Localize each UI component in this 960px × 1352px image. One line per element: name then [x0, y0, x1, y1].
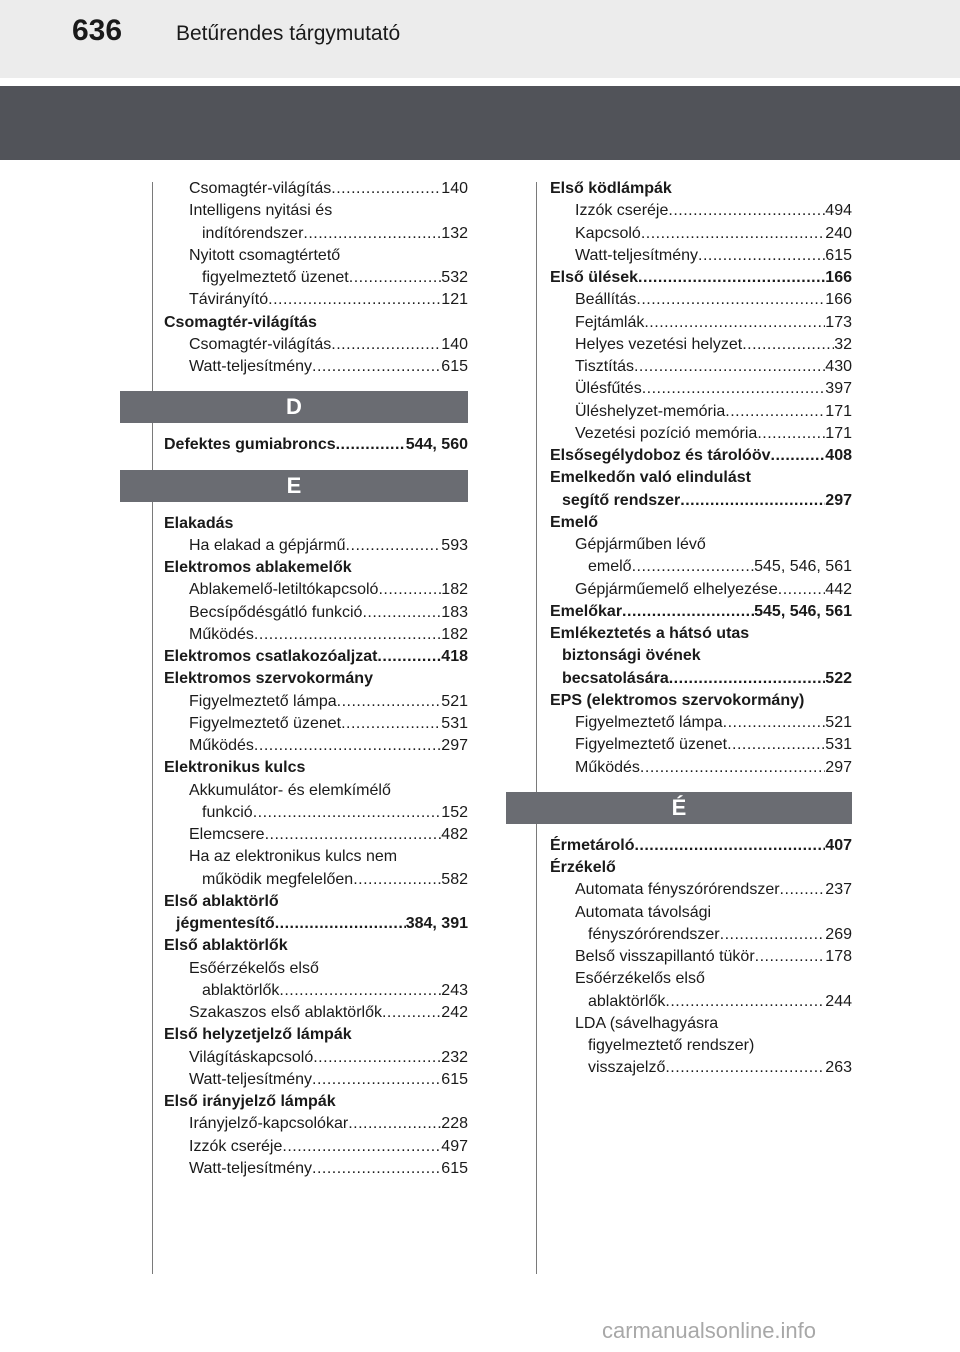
index-entry-leader — [634, 356, 825, 378]
index-entry-leader — [778, 579, 826, 601]
index-entry-label: Helyes vezetési helyzet — [575, 335, 743, 353]
index-entry-page: 407 — [825, 836, 852, 854]
index-entry-page: 482 — [441, 826, 468, 843]
index-entry — [550, 902, 852, 924]
index-entry-leader — [632, 556, 755, 578]
index-entry — [550, 289, 852, 311]
index-entry-page: 152 — [441, 803, 468, 821]
index-entry-page: 171 — [825, 402, 852, 420]
page-title: Betűrendes tárgymutató — [176, 22, 401, 45]
index-entry-label: Érzékelő — [550, 859, 616, 876]
index-entry — [550, 312, 852, 334]
index-entry-label: Működés — [575, 758, 640, 776]
index-entry — [164, 1069, 468, 1091]
index-entry-label: EPS (elektromos szervokormány) — [550, 691, 805, 709]
column-divider-left — [152, 182, 153, 1274]
index-entry — [164, 757, 468, 779]
index-entry — [164, 1047, 468, 1069]
index-entry-label: Elektromos szervokormány — [164, 670, 373, 688]
index-entry-page: 615 — [441, 1159, 468, 1177]
index-entry-label: Elektromos ablakemelők — [164, 559, 352, 576]
index-entry-page: 232 — [441, 1048, 468, 1066]
index-entry — [164, 513, 468, 535]
index-entry-page: 297 — [441, 737, 468, 754]
index-entry — [550, 601, 852, 623]
index-entry — [164, 334, 468, 356]
index-entry-leader — [362, 602, 441, 624]
index-entry-leader — [755, 946, 826, 968]
index-entry — [550, 178, 852, 200]
index-entry-leader — [348, 1113, 441, 1135]
index-entry-page: 171 — [825, 424, 852, 442]
index-entry-label: Becsípődésgátló funkció — [189, 603, 363, 621]
index-entry-page: 522 — [825, 669, 852, 687]
index-column-left — [164, 178, 468, 1180]
index-entry-page: 408 — [825, 447, 852, 464]
index-entry-page: 494 — [825, 202, 852, 220]
index-entry-label: Irányjelző-kapcsolókar — [189, 1115, 349, 1133]
index-entry-page: 178 — [825, 948, 852, 965]
index-entry-label: indítórendszer — [202, 224, 304, 242]
index-entry — [164, 824, 468, 846]
index-entry-label: Csomagtér-világítás — [189, 180, 332, 197]
index-entry — [164, 267, 468, 289]
index-entry-leader — [642, 378, 826, 400]
index-entry-page: 166 — [825, 291, 852, 309]
index-entry-label: Ha elakad a gépjármű — [189, 536, 346, 554]
index-entry — [164, 646, 468, 668]
index-entry — [164, 535, 468, 557]
index-entry-page: 384, 391 — [405, 915, 468, 932]
index-entry — [550, 690, 852, 712]
index-entry — [164, 913, 468, 935]
index-entry-label: Működés — [189, 737, 254, 754]
index-entry-label: jégmentesítő — [176, 915, 275, 932]
index-entry-page: 545, 546, 561 — [754, 602, 852, 620]
page-header — [0, 0, 960, 78]
index-entry-label: Izzók cseréje — [189, 1137, 283, 1155]
index-entry-label: Csomagtér-világítás — [189, 335, 332, 353]
index-entry-label: Elemcsere — [189, 826, 265, 843]
index-entry-label: Távirányító — [189, 291, 269, 309]
section-header-d: D — [120, 391, 468, 423]
index-entry-label: Gépjárműemelő elhelyezése — [575, 580, 778, 598]
index-entry-label: Belső visszapillantó tükör — [575, 948, 755, 965]
index-entry — [164, 1136, 468, 1158]
index-entry — [164, 668, 468, 690]
index-entry-leader — [331, 178, 441, 200]
index-entry-page: 297 — [825, 758, 852, 776]
index-entry-leader — [720, 924, 826, 946]
index-entry-page: 615 — [825, 246, 852, 264]
index-entry-leader — [680, 490, 825, 512]
index-entry-leader — [268, 289, 441, 311]
index-entry-label: Esőérzékelős első — [575, 970, 705, 988]
index-entry — [164, 1002, 468, 1024]
index-entry — [550, 356, 852, 378]
index-entry-label: Vezetési pozíció memória — [575, 424, 758, 442]
index-entry — [164, 691, 468, 713]
index-entry — [164, 846, 468, 868]
index-entry-label: LDA (sávelhagyásra — [575, 1014, 719, 1032]
index-entry — [164, 356, 468, 378]
index-entry-leader — [644, 312, 825, 334]
index-entry — [550, 512, 852, 534]
index-entry-leader — [336, 434, 406, 456]
index-entry-leader — [279, 980, 441, 1002]
index-entry-label: Elektronikus kulcs — [164, 759, 306, 777]
index-entry-label: Ha az elektronikus kulcs nem — [189, 848, 398, 866]
index-entry — [550, 334, 852, 356]
index-entry-leader — [253, 802, 442, 824]
index-entry-label: fényszórórendszer — [588, 925, 720, 943]
index-entry-leader — [378, 579, 441, 601]
index-entry-page: 121 — [441, 291, 468, 309]
index-entry-label: Első ülések — [550, 269, 639, 286]
index-entry-page: 615 — [441, 358, 468, 375]
index-entry-page: 173 — [825, 313, 852, 331]
index-entry-page: 442 — [825, 580, 852, 598]
index-entry-leader — [312, 1069, 441, 1091]
index-entry-label: Első ablaktörlők — [164, 937, 288, 955]
index-group-e-continued — [550, 178, 852, 779]
index-entry — [550, 835, 852, 857]
watermark: carmanualsonline.info — [602, 1318, 817, 1343]
index-entry-leader — [275, 913, 406, 935]
index-entry-label: Gépjárműben lévő — [575, 536, 706, 553]
index-entry — [164, 434, 468, 456]
index-entry-leader — [727, 734, 825, 756]
index-entry — [550, 556, 852, 578]
index-entry-page: 166 — [825, 269, 852, 286]
index-entry-leader — [634, 835, 825, 857]
index-entry — [164, 579, 468, 601]
index-entry — [164, 624, 468, 646]
index-entry — [550, 668, 852, 690]
index-entry-label: Emelkedőn való elindulást — [550, 469, 751, 487]
index-entry — [550, 267, 852, 289]
index-entry-label: Watt-teljesítmény — [189, 1070, 312, 1088]
index-entry — [550, 534, 852, 556]
index-entry-label: Első ködlámpák — [550, 180, 672, 197]
index-entry-label: Figyelmeztető üzenet — [189, 714, 342, 732]
index-entry-page: 418 — [441, 648, 468, 665]
index-entry-label: Emelőkar — [550, 602, 623, 620]
index-entry-page: 183 — [441, 603, 468, 621]
index-entry-leader — [780, 879, 826, 901]
index-entry — [164, 200, 468, 222]
index-entry-label: Ablakemelő-letiltókapcsoló — [189, 581, 379, 599]
index-entry-leader — [312, 356, 441, 378]
index-entry-label: figyelmeztető rendszer) — [588, 1037, 755, 1054]
index-entry — [550, 378, 852, 400]
index-entry-label: Működés — [189, 625, 254, 643]
index-entry — [550, 623, 852, 645]
index-entry-label: Üléshelyzet-memória — [575, 402, 726, 420]
index-group-csomagter — [164, 178, 468, 378]
index-entry-page: 32 — [834, 335, 852, 353]
index-entry — [550, 423, 852, 445]
index-entry-page: 244 — [825, 992, 852, 1010]
index-entry-page: 497 — [441, 1137, 468, 1155]
index-entry-leader — [353, 869, 441, 891]
section-header-e: E — [120, 470, 468, 502]
index-entry-page: 544, 560 — [405, 436, 468, 454]
index-entry-leader — [636, 289, 825, 311]
index-entry-leader — [377, 646, 441, 668]
index-entry — [164, 312, 468, 334]
index-entry — [164, 980, 468, 1002]
index-entry-page: 545, 546, 561 — [754, 558, 852, 576]
index-entry-label: ablaktörlők — [202, 981, 280, 999]
index-entry — [164, 891, 468, 913]
index-entry — [164, 1158, 468, 1180]
index-entry-page: 531 — [441, 714, 468, 732]
index-entry-leader — [337, 691, 442, 713]
index-entry-label: Tisztítás — [575, 358, 634, 375]
index-entry-label: Defektes gumiabroncs — [164, 436, 336, 454]
index-entry-label: Automata távolsági — [575, 903, 712, 921]
index-entry — [164, 958, 468, 980]
index-entry — [550, 968, 852, 990]
index-entry-leader — [254, 735, 441, 757]
index-entry — [164, 1024, 468, 1046]
index-entry-page: 269 — [825, 925, 852, 943]
index-entry — [164, 178, 468, 200]
index-entry-label: Első irányjelző lámpák — [164, 1093, 336, 1110]
index-entry-leader — [254, 624, 441, 646]
index-entry-page: 615 — [441, 1070, 468, 1088]
index-entry-page: 240 — [825, 224, 852, 242]
index-column-right — [550, 178, 852, 1080]
index-entry — [550, 490, 852, 512]
index-entry-label: figyelmeztető üzenet — [202, 269, 349, 286]
index-entry-page: 593 — [441, 536, 468, 554]
index-entry-leader — [312, 1158, 441, 1180]
index-entry — [550, 757, 852, 779]
index-entry-label: Világításkapcsoló — [189, 1048, 314, 1066]
index-entry — [550, 879, 852, 901]
index-entry-page: 242 — [441, 1004, 468, 1021]
index-entry — [164, 223, 468, 245]
index-group-e-acute — [550, 835, 852, 1080]
index-entry-label: működik megfelelően — [202, 870, 354, 888]
index-entry-page: 521 — [825, 714, 852, 731]
index-entry — [164, 245, 468, 267]
index-entry — [164, 1091, 468, 1113]
index-entry — [550, 245, 852, 267]
index-entry-page: 182 — [441, 625, 468, 643]
index-entry — [164, 713, 468, 735]
index-group-e — [164, 513, 468, 1181]
index-entry-page: 430 — [825, 358, 852, 375]
index-entry-leader — [638, 267, 825, 289]
index-entry-page: 237 — [825, 881, 852, 899]
index-entry-label: ablaktörlők — [588, 992, 666, 1010]
index-entry-page: 263 — [825, 1059, 852, 1077]
index-entry-label: Watt-teljesítmény — [189, 358, 312, 375]
index-entry-label: Izzók cseréje — [575, 202, 669, 220]
index-entry-leader — [265, 824, 442, 846]
index-entry — [550, 946, 852, 968]
index-entry — [550, 401, 852, 423]
index-entry-label: Emlékeztetés a hátsó utas — [550, 625, 750, 642]
index-entry-page: 397 — [825, 380, 852, 398]
index-entry-leader — [331, 334, 441, 356]
index-entry-label: Automata fényszórórendszer — [575, 881, 780, 899]
index-entry — [550, 1035, 852, 1057]
index-entry-label: Beállítás — [575, 291, 637, 309]
index-entry — [550, 445, 852, 467]
index-entry-label: Elakadás — [164, 514, 234, 532]
index-entry-page: 297 — [825, 491, 852, 509]
index-entry-label: Kapcsoló — [575, 224, 641, 242]
index-entry — [164, 289, 468, 311]
index-entry-label: Emelő — [550, 513, 599, 531]
index-entry — [164, 1113, 468, 1135]
index-entry-leader — [668, 200, 825, 222]
index-entry-label: Esőérzékelős első — [189, 959, 319, 977]
index-entry-label: Nyitott csomagtértető — [189, 246, 341, 264]
index-entry-label: Szakaszos első ablaktörlők — [189, 1004, 382, 1021]
index-entry — [164, 557, 468, 579]
index-entry-label: visszajelző — [588, 1059, 666, 1077]
index-entry-page: 582 — [441, 870, 468, 888]
index-entry — [550, 734, 852, 756]
index-entry-leader — [725, 401, 825, 423]
index-entry — [550, 857, 852, 879]
index-entry-leader — [742, 334, 834, 356]
index-entry-leader — [641, 223, 825, 245]
index-entry — [550, 645, 852, 667]
index-entry — [550, 1013, 852, 1035]
index-entry — [164, 602, 468, 624]
index-entry-label: Csomagtér-világítás — [164, 313, 317, 331]
index-entry-label: Fejtámlák — [575, 313, 645, 331]
index-entry-leader — [282, 1136, 441, 1158]
index-entry-leader — [303, 223, 441, 245]
index-entry — [550, 924, 852, 946]
index-entry-leader — [665, 991, 825, 1013]
column-divider-right — [536, 182, 537, 1274]
index-entry-page: 140 — [441, 335, 468, 353]
index-entry-label: Elektromos csatlakozóaljzat — [164, 648, 378, 665]
index-entry — [164, 735, 468, 757]
index-entry — [550, 712, 852, 734]
index-entry-leader — [382, 1002, 441, 1024]
index-entry-page: 521 — [441, 692, 468, 710]
index-entry — [550, 991, 852, 1013]
index-entry-label: Intelligens nyitási és — [189, 202, 333, 220]
index-entry-label: Elsősegélydoboz és tárolóöv — [550, 447, 771, 464]
index-entry-label: funkció — [202, 803, 253, 821]
index-entry-label: Watt-teljesítmény — [575, 246, 698, 264]
page-number: 636 — [72, 14, 123, 47]
index-entry-leader — [757, 423, 825, 445]
header-band — [0, 86, 960, 160]
index-entry-page: 182 — [441, 581, 468, 599]
index-group-d — [164, 434, 468, 456]
index-entry-leader — [698, 245, 825, 267]
index-entry — [550, 467, 852, 489]
index-entry-label: becsatolására — [562, 669, 669, 687]
index-entry-label: emelő — [588, 558, 632, 576]
index-entry-leader — [771, 445, 826, 467]
index-entry — [550, 579, 852, 601]
index-entry-label: Figyelmeztető lámpa — [189, 692, 337, 710]
index-entry-label: segítő rendszer — [562, 491, 681, 509]
index-entry-label: Figyelmeztető lámpa — [575, 714, 723, 731]
index-entry-page: 140 — [441, 180, 468, 197]
index-entry-leader — [723, 712, 826, 734]
index-entry-label: biztonsági övének — [562, 647, 701, 665]
index-entry — [164, 780, 468, 802]
index-entry-leader — [341, 713, 441, 735]
index-entry — [550, 223, 852, 245]
index-entry-label: Watt-teljesítmény — [189, 1159, 312, 1177]
index-entry-page: 532 — [441, 269, 468, 286]
index-entry-label: Figyelmeztető üzenet — [575, 736, 728, 754]
index-entry-leader — [665, 1057, 825, 1079]
index-entry-leader — [669, 668, 826, 690]
index-entry-leader — [622, 601, 754, 623]
index-entry-leader — [313, 1047, 441, 1069]
index-entry-page: 531 — [825, 736, 852, 754]
index-entry-label: Akkumulátor- és elemkímélő — [189, 781, 391, 799]
index-entry — [164, 935, 468, 957]
index-entry-label: Ülésfűtés — [575, 380, 642, 398]
index-entry-leader — [349, 267, 442, 289]
index-entry-leader — [346, 535, 442, 557]
index-entry — [550, 1057, 852, 1079]
index-entry-label: Első helyzetjelző lámpák — [164, 1026, 352, 1044]
index-entry-page: 243 — [441, 981, 468, 999]
index-entry-label: Első ablaktörlő — [164, 892, 279, 910]
section-header-e-acute: É — [506, 792, 852, 824]
index-entry-label: Érmetároló — [550, 836, 635, 854]
index-entry — [550, 200, 852, 222]
index-entry — [164, 869, 468, 891]
index-entry-page: 228 — [441, 1115, 468, 1133]
index-entry-page: 132 — [441, 224, 468, 242]
index-entry-leader — [640, 757, 825, 779]
index-entry — [164, 802, 468, 824]
